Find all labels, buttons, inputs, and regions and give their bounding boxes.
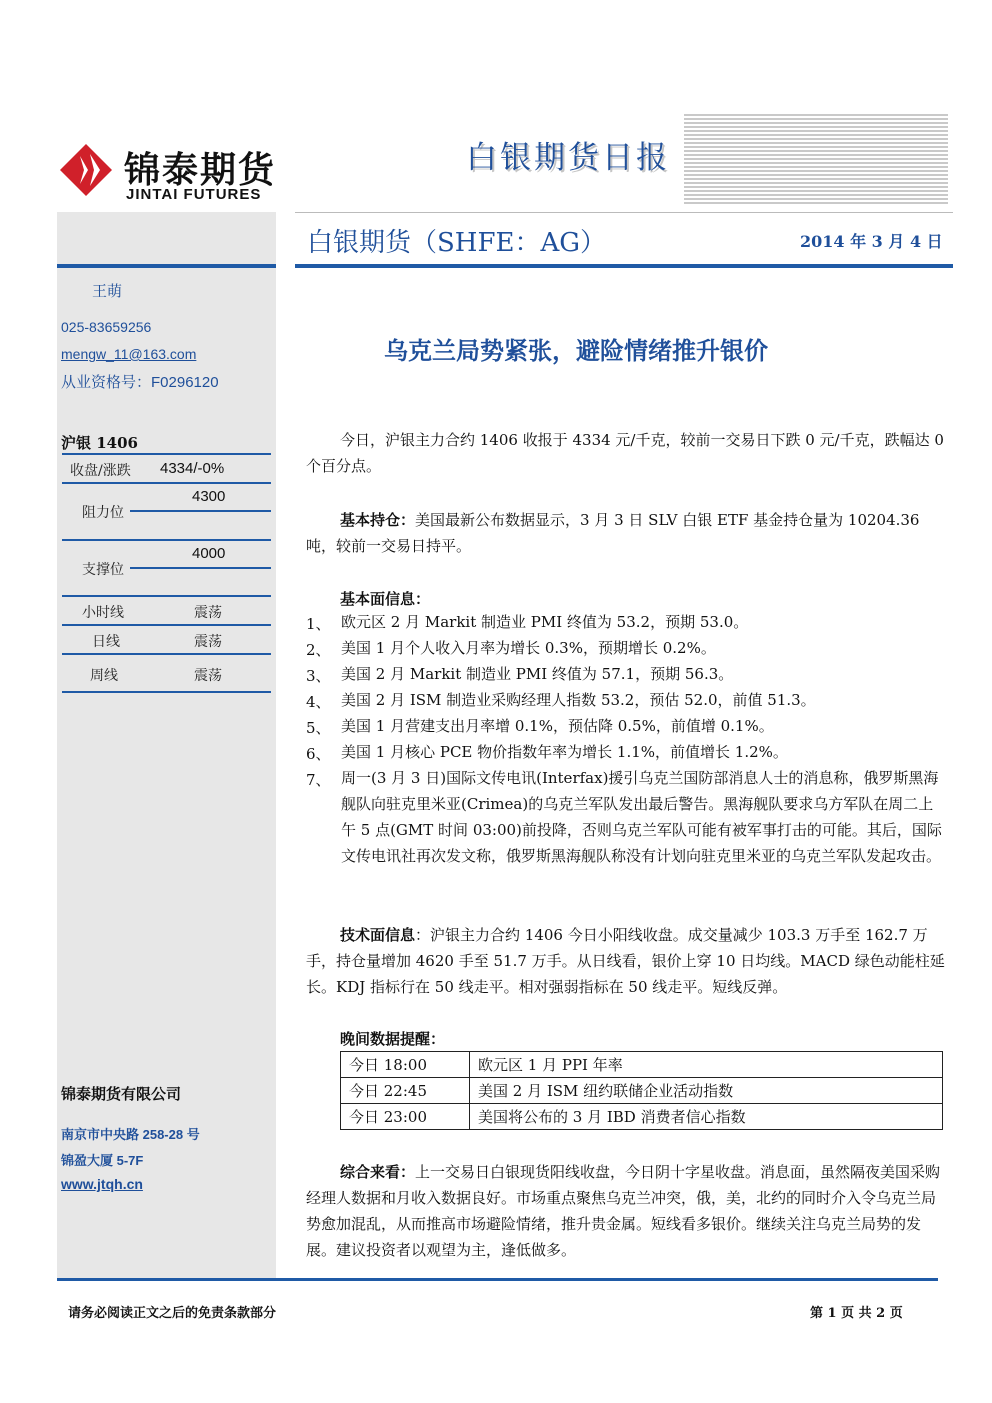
positions-text: 美国最新公布数据显示，3 月 3 日 SLV 白银 ETF 基金持仓量为 10204.36吨，较前一交易日持平。 — [306, 511, 920, 555]
close-label: 收盘/涨跌 — [70, 463, 131, 479]
footer-disclaimer: 请务必阅读正文之后的免责条款部分 — [68, 1306, 277, 1321]
list-item: 欧元区 2 月 Markit 制造业 PMI 终值为 53.2，预期 53.0。 — [341, 613, 749, 631]
weekly-label: 周线 — [90, 668, 118, 684]
evening-label: 晚间数据提醒： — [340, 1030, 446, 1048]
list-item: 美国 1 月营建支出月率增 0.1%，预估降 0.5%，前值增 0.1%。 — [341, 717, 774, 735]
list-item-number: 6、 — [306, 745, 331, 763]
summary-paragraph — [306, 1159, 946, 1263]
positions-label: 基本持仓： — [340, 511, 416, 529]
list-item: 美国 1 月核心 PCE 物价指数年率为增长 1.1%，前值增长 1.2%。 — [341, 743, 788, 761]
analyst-name: 王萌 — [92, 283, 123, 300]
analyst-phone: 025-83659256 — [61, 319, 152, 335]
quote-divider — [130, 510, 271, 512]
positions-paragraph — [306, 507, 946, 559]
quote-title: 沪银 1406 — [61, 434, 138, 452]
daily-label: 日线 — [92, 634, 120, 650]
daily-value: 震荡 — [194, 634, 222, 650]
list-item-number: 2、 — [306, 641, 331, 659]
list-item-number: 7、 — [306, 771, 331, 789]
table-row — [341, 1052, 943, 1078]
support-label: 支撑位 — [82, 562, 124, 578]
company-address-2: 锦盈大厦 5-7F — [61, 1153, 144, 1168]
resistance-label: 阻力位 — [82, 505, 124, 521]
intro-paragraph: 今日，沪银主力合约 1406 收报于 4334 元/千克，较前一交易日下跌 0 元/千克，跌幅达 0 个百分点。 — [306, 431, 944, 475]
technical-text: ：沪银主力合约 1406 今日小阳线收盘。成交量减少 103.3 万手至 162.7 万手，持仓量增加 4620 手至 51.7 万手。从日线看，银价上穿 10 日均线。MACD 绿色动能柱延长。KDJ 指标行在 50 线走平。相对强弱指标在 50 线走平。短线反弹。 — [306, 926, 945, 996]
summary-label: 综合来看： — [340, 1163, 416, 1181]
quote-divider — [62, 624, 271, 626]
company-website-link[interactable]: www.jtqh.cn — [61, 1176, 143, 1192]
technical-paragraph — [306, 922, 946, 1000]
list-item: 美国 2 月 Markit 制造业 PMI 终值为 57.1，预期 56.3。 — [341, 665, 734, 683]
quote-divider — [62, 595, 271, 597]
table-cell-event: 欧元区 1 月 PPI 年率 — [470, 1052, 943, 1078]
table-row — [341, 1104, 943, 1130]
summary-text: 上一交易日白银现货阳线收盘，今日阴十字星收盘。消息面，虽然隔夜美国采购经理人数据和月收入数据良好。市场重点聚焦乌克兰冲突，俄，美，北约的同时介入令乌克兰局势愈加混乱，从而推高市场避险情绪，推升贵金属。短线看多银价。继续关注乌克兰局势的发展。建议投资者以观望为主，逢低做多。 — [306, 1163, 941, 1259]
table-cell-time: 今日 18:00 — [341, 1052, 470, 1078]
product-bar-rule — [295, 264, 953, 268]
close-value: 4334/-0% — [160, 460, 225, 477]
resistance-value: 4300 — [192, 488, 226, 505]
brand-name-en: JINTAI FUTURES — [126, 186, 262, 203]
list-item: 美国 1 月个人收入月率为增长 0.3%，预期增长 0.2%。 — [341, 639, 716, 657]
analyst-certificate: 从业资格号：F0296120 — [61, 374, 219, 391]
company-address-1: 南京市中央路 258-28 号 — [61, 1127, 200, 1142]
technical-label: 技术面信息 — [340, 926, 416, 944]
sidebar-rule — [57, 264, 276, 268]
brand-name-cn: 锦泰期货 — [124, 150, 277, 191]
footer-rule — [57, 1278, 938, 1281]
weekly-value: 震荡 — [194, 668, 222, 684]
evening-data-table — [340, 1051, 943, 1130]
quote-divider — [62, 453, 271, 455]
quote-divider — [62, 691, 271, 693]
list-item-number: 5、 — [306, 719, 331, 737]
headline: 乌克兰局势紧张，避险情绪推升银价 — [384, 337, 768, 365]
analyst-email-link[interactable]: mengw_11@163.com — [61, 346, 197, 362]
quote-divider — [62, 653, 271, 655]
jintai-logo-icon — [60, 144, 112, 196]
quote-divider — [62, 539, 271, 541]
fundamentals-label: 基本面信息： — [340, 590, 431, 608]
hourly-label: 小时线 — [82, 605, 124, 621]
table-cell-event: 美国 2 月 ISM 纽约联储企业活动指数 — [470, 1078, 943, 1104]
table-cell-event: 美国将公布的 3 月 IBD 消费者信心指数 — [470, 1104, 943, 1130]
quote-divider — [62, 482, 271, 484]
list-item: 美国 2 月 ISM 制造业采购经理人指数 53.2，预估 52.0，前值 51.3。 — [341, 691, 816, 709]
table-cell-time: 今日 22:45 — [341, 1078, 470, 1104]
report-title: 白银期货日报 — [466, 140, 670, 176]
product-bar-top-rule — [295, 212, 953, 213]
table-row — [341, 1078, 943, 1104]
list-item-number: 4、 — [306, 693, 331, 711]
page-number: 第 1 页 共 2 页 — [810, 1306, 903, 1321]
hourly-value: 震荡 — [194, 605, 222, 621]
quote-divider — [130, 567, 271, 569]
product-title: 白银期货（SHFE：AG） — [307, 228, 607, 258]
list-item-number: 3、 — [306, 667, 331, 685]
header-stripes — [684, 114, 948, 206]
table-cell-time: 今日 23:00 — [341, 1104, 470, 1130]
report-date: 2014 年 3 月 4 日 — [800, 232, 943, 251]
list-item: 周一(3 月 3 日)国际文传电讯(Interfax)援引乌克兰国防部消息人士的消息称，俄罗斯黑海舰队向驻克里米亚(Crimea)的乌克兰军队发出最后警告。黑海舰队要求乌方军队在周二上午 5 点(GMT 时间 03:00)前投降，否则乌克兰军队可能有被军事打击的可能。其后，国际文传电讯社再次发文称，俄罗斯黑海舰队称没有计划向驻克里米亚的乌克兰军队发起攻击。 — [341, 769, 942, 865]
list-item-number: 1、 — [306, 615, 331, 633]
company-name: 锦泰期货有限公司 — [61, 1085, 182, 1103]
support-value: 4000 — [192, 545, 226, 562]
